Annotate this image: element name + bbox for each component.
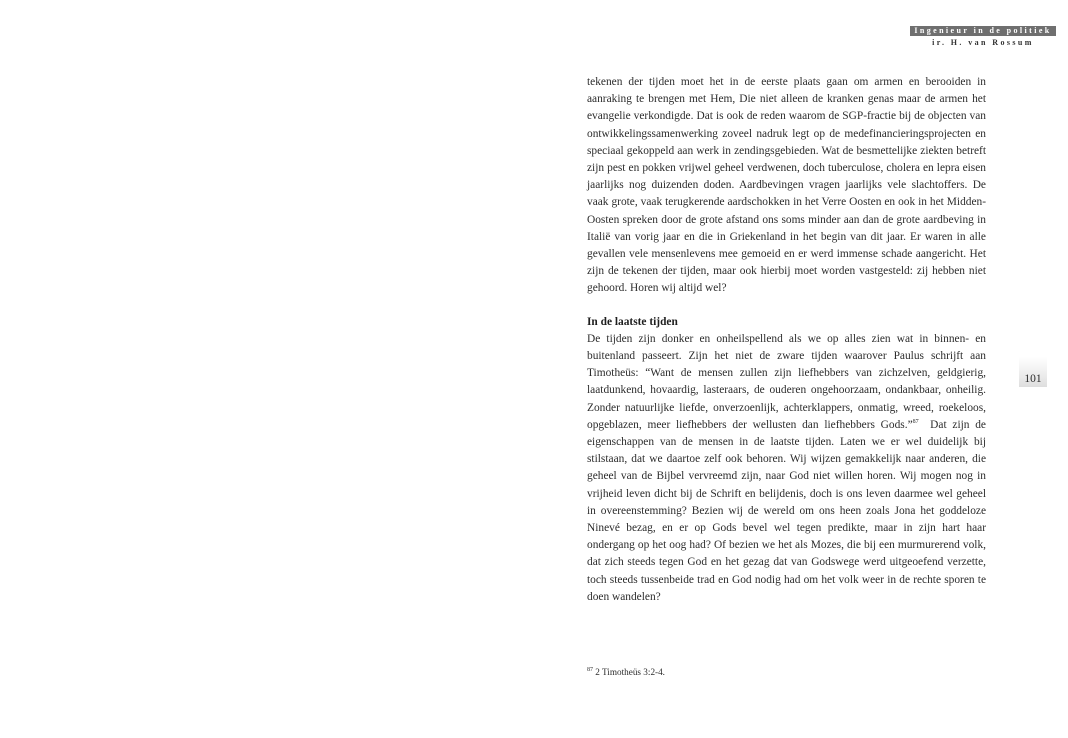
running-head (910, 26, 1056, 48)
footnote-number: 87 (587, 666, 593, 673)
paragraph: tekenen der tijden moet het in de eerste plaats gaan om armen en berooiden in aanraking te brengen met Hem, Die niet alleen de kranken genas maar de armen het evangelie verkondigde. Dat is ook de reden waarom de SGP-fractie bij de objecten van ontwikkelingssamenwerking zoveel nadruk legt op de medefinancieringsprojecten en speciaal gekoppeld aan werk in zendingsgebieden. Wat de besmettelijke ziekten betreft zijn pest en pokken vrijwel geheel verdwenen, doch tuberculose, cholera en lepra eisen jaarlijks nog duizenden doden. Aardbevingen vragen jaarlijks vele slachtoffers. De vaak grote, vaak terugkerende aardschokken in het Verre Oosten en ook in het Midden-Oosten spreken door de grote afstand ons soms minder aan dan de grote aardbeving in Italië van vorig jaar en die in Griekenland in het begin van dit jaar. Er waren in alle gevallen vele mensenlevens mee gemoeid en er werd immense schade aangericht. Het zijn de tekenen der tijden, maar ook hierbij moet worden vastgesteld: zij hebben niet gehoord. Horen wij altijd wel? (587, 76, 986, 295)
body-text (587, 74, 986, 606)
footnote-reference[interactable]: 87 (912, 419, 919, 426)
running-head-title: Ingenieur in de politiek (910, 26, 1056, 36)
paragraph-text: De tijden zijn donker en onheilspellend als we op alles zien wat in binnen- en buitenland passeert. Zijn het niet de zware tijden waarover Paulus schrijft aan Timotheüs: “Want de mensen zullen zijn liefhebbers van zichzelven, geldgierig, laatdunkend, hovaardig, lasteraars, de ouderen ongehoorzaam, ondankbaar, onheilig. Zonder natuurlijke liefde, onverzoenlijk, achterklappers, onmatig, wreed, roekeloos, opgeblazen, meer liefhebbers der wellusten dan liefhebbers Gods.” (587, 332, 986, 431)
footnote-text: 2 Timotheüs 3:2-4. (595, 667, 665, 677)
running-head-author: ir. H. van Rossum (932, 38, 1034, 47)
section-heading: In de laatste tijden (587, 315, 678, 328)
page-number: 101 (1019, 357, 1047, 387)
paragraph-text: Dat zijn de eigenschappen van de mensen in de laatste tijden. Laten we er wel duidelijk bij stilstaan, dat we daartoe zelf ook behoren. Wij wijzen gemakkelijk naar anderen, die geheel van de Bijbel vervreemd zijn, naar God niet willen horen. Wij mogen nog in vrijheid leven dicht bij de Schrift en belijdenis, doch is ons leven daarmee wel geheel in overeenstemming? Bezien wij de wereld om ons heen zoals Jona het goddeloze Ninevé bezag, en er op Gods bevel wel tegen predikte, maar in zijn hart haar ondergang op het oog had? Of bezien we het als Mozes, die bij een murmurerend volk, dat zich steeds tegen God en het gezag dat van Godswege werd uitgeoefend verzette, toch steeds tussenbeide trad en God nodig had om het volk weer in de rechte sporen te doen wandelen? (587, 418, 986, 603)
paragraph (587, 331, 986, 606)
footnote (587, 666, 665, 678)
